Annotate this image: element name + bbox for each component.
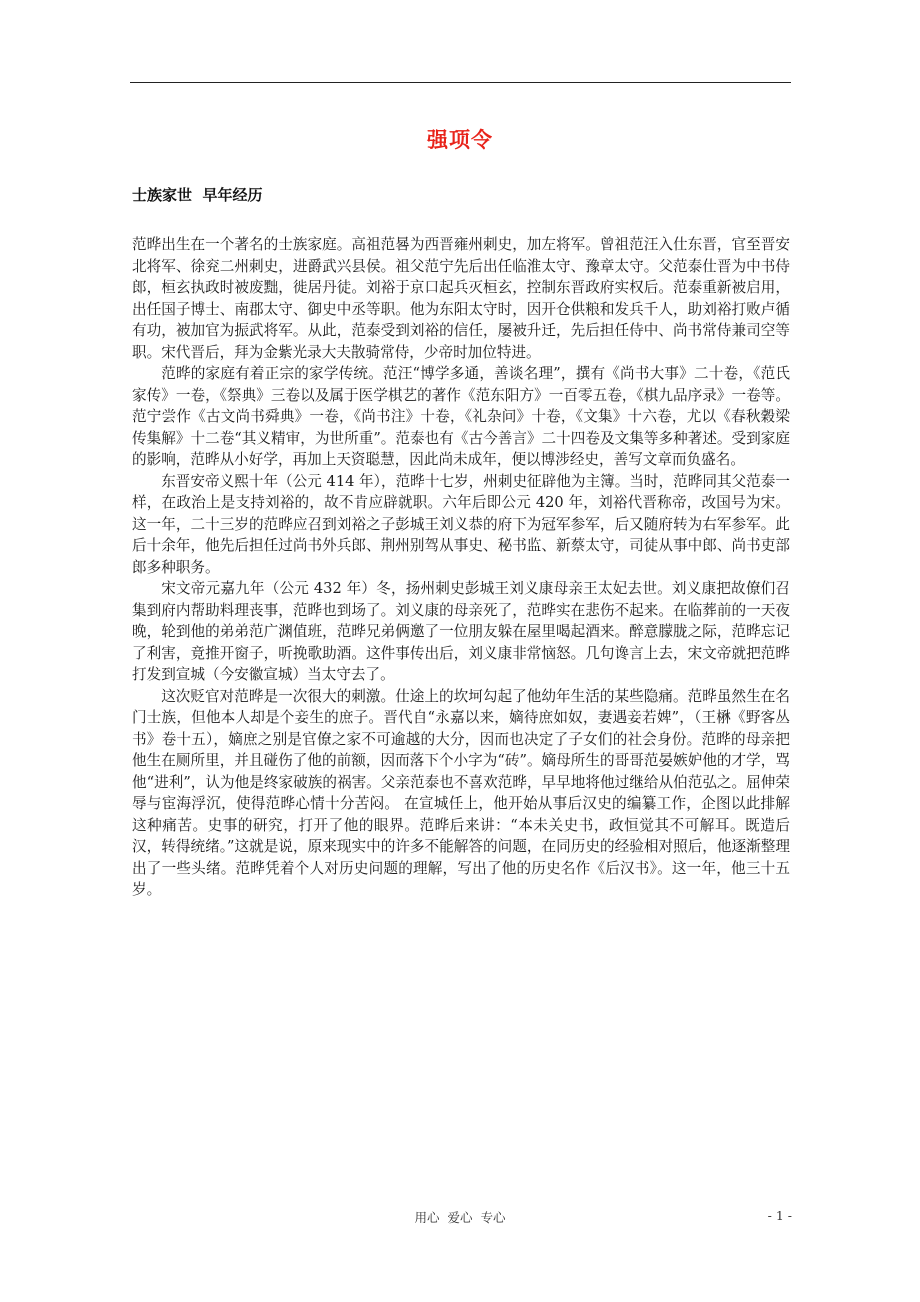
paragraph-3: 东晋安帝义熙十年（公元 414 年），范晔十七岁，州刺史征辟他为主簿。当时，范晔同其父范泰一样，在政治上是支持刘裕的，故不肯应辟就职。六年后即公元 420 年，刘裕代晋称帝，改国号为宋。这一年，二十三岁的范晔应召到刘裕之子彭城王刘义恭的府下为冠军参军，后又随府转为右军参军。此后十余年，他先后担任过尚书外兵郎、荆州别驾从事史、秘书监、新蔡太守，司徒从事中郎、尚书吏部郎多种职务。 bbox=[132, 472, 790, 576]
body-text bbox=[132, 234, 790, 901]
paragraph-1: 范晔出生在一个著名的士族家庭。高祖范晷为西晋雍州刺史，加左将军。曾祖范汪入仕东晋，官至晋安北将军、徐兖二州刺史，进爵武兴县侯。祖父范宁先后出任临淮太守、豫章太守。父范泰仕晋为中书侍郎，桓玄执政时被废黜，徙居丹徒。刘裕于京口起兵灭桓玄，控制东晋政府实权后。范泰重新被启用，出任国子博士、南郡太守、御史中丞等职。他为东阳太守时，因开仓供粮和发兵千人，助刘裕打败卢循有功，被加官为振武将军。从此，范泰受到刘裕的信任，屡被升迁，先后担任侍中、尚书常侍兼司空等职。宋代晋后，拜为金紫光录大夫散骑常侍，少帝时加位特进。 bbox=[132, 236, 790, 361]
header-rule bbox=[130, 82, 791, 83]
paragraph-4: 宋文帝元嘉九年（公元 432 年）冬，扬州刺史彭城王刘义康母亲王太妃去世。刘义康把故僚们召集到府内帮助料理丧事，范晔也到场了。刘义康的母亲死了，范晔实在悲伤不起来。在临葬前的一天夜晚，轮到他的弟弟范广渊值班，范晔兄弟俩邀了一位朋友躲在屋里喝起酒来。醉意朦胧之际，范晔忘记了利害，竟推开窗子，听挽歌助酒。这件事传出后，刘义康非常恼怒。几句谗言上去，宋文帝就把范晔打发到宣城（今安徽宣城）当太守去了。 bbox=[132, 580, 790, 683]
paragraph-5: 这次贬官对范晔是一次很大的刺激。仕途上的坎坷勾起了他幼年生活的某些隐痛。范晔虽然生在名门士族，但他本人却是个妾生的庶子。晋代自“永嘉以来，嫡待庶如奴，妻遇妾若婢”，（王楙《野客丛书》卷十五），嫡庶之别是官僚之家不可逾越的大分，因而也决定了子女们的社会身份。范晔的母亲把他生在厕所里，并且碰伤了他的前额，因而落下个小字为“砖”。嫡母所生的哥哥范晏嫉妒他的才学，骂他“进利”，认为他是终家破族的祸害。父亲范泰也不喜欢范晔，早早地将他过继给从伯范弘之。屈伸荣辱与宦海浮沉，使得范晔心情十分苦闷。 在宣城任上，他开始从事后汉史的编纂工作，企图以此排解这种痛苦。史事的研究，打开了他的眼界。范晔后来讲：“本未关史书，政恒觉其不可解耳。既造后汉，转得统绪。”这就是说，原来现实中的许多不能解答的问题，在同历史的经验相对照后，他逐渐整理出了一些头绪。范晔凭着个人对历史问题的理解，写出了他的历史名作《后汉书》。这一年，他三十五岁。 bbox=[132, 687, 790, 898]
paragraph-2: 范晔的家庭有着正宗的家学传统。范汪“博学多通，善谈名理”，撰有《尚书大事》二十卷，《范氏家传》一卷，《祭典》三卷以及属于医学棋艺的著作《范东阳方》一百零五卷，《棋九品序录》一卷等。范宁尝作《古文尚书舜典》一卷，《尚书注》十卷，《礼杂问》十卷，《文集》十六卷，尤以《春秋穀梁传集解》十二卷“其义精审，为世所重”。范泰也有《古今善言》二十四卷及文集等多种著述。受到家庭的影响，范晔从小好学，再加上天资聪慧，因此尚未成年，便以博涉经史，善写文章而负盛名。 bbox=[132, 365, 790, 468]
page-number: - 1 - bbox=[767, 1208, 792, 1223]
section-heading: 士族家世 早年经历 bbox=[132, 186, 263, 204]
document-title: 强项令 bbox=[427, 128, 493, 152]
footer-motto: 用心 爱心 专心 bbox=[414, 1210, 506, 1225]
